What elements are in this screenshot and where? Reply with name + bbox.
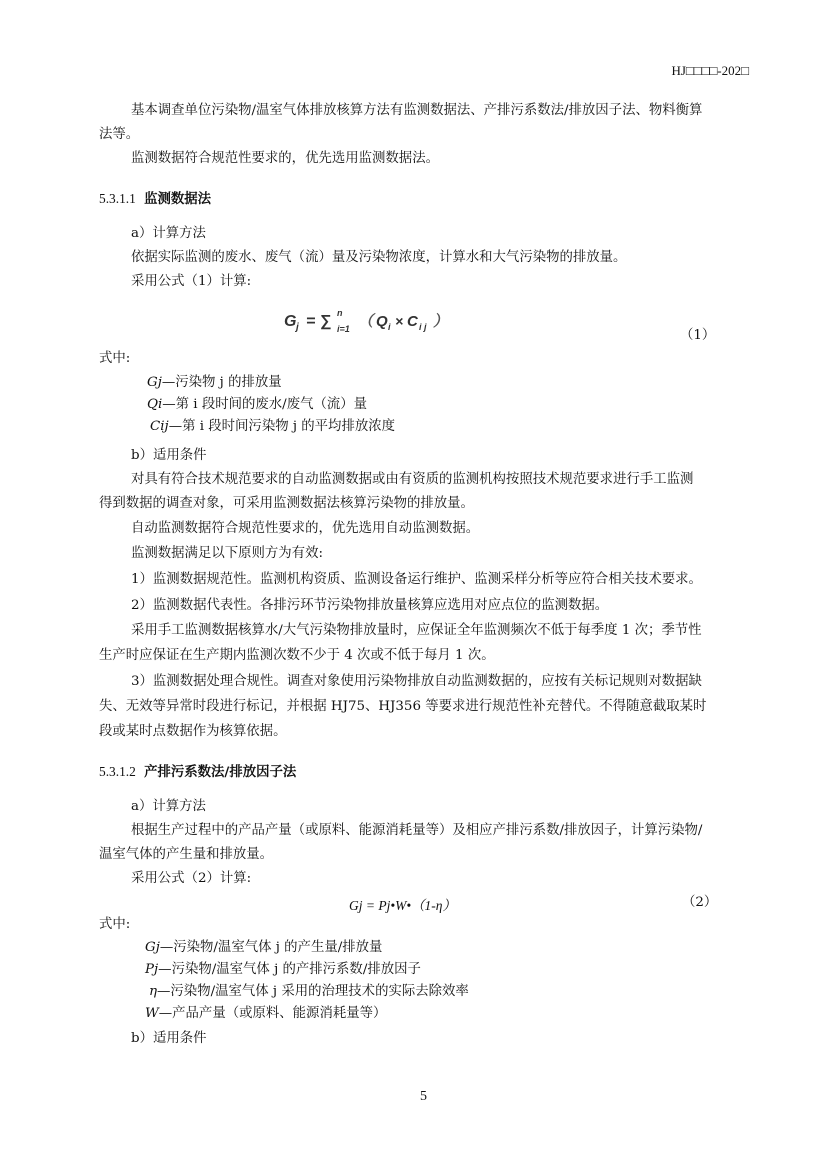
formula-1-graphic [284, 305, 454, 335]
rule-3-line: 3）监测数据处理合规性。调查对象使用污染物排放自动监测数据的，应按有关标记规则对数据缺 [131, 674, 702, 689]
paragraph-line: 得到数据的调查对象，可采用监测数据法核算污染物的排放量。 [99, 496, 474, 511]
where-label: 式中: [99, 351, 131, 366]
formula-1-number: （1） [680, 328, 716, 343]
intro-paragraph: 监测数据符合规范性要求的，优先选用监测数据法。 [131, 151, 439, 166]
svg-text:C: C [407, 313, 418, 330]
section-title: 监测数据法 [144, 191, 212, 207]
formula-intro: 采用公式（2）计算: [131, 871, 252, 886]
definition-var: Gj [145, 940, 160, 955]
rule-2: 2）监测数据代表性。各排污环节污染物排放量核算应选用对应点位的监测数据。 [131, 598, 609, 613]
definition-row [147, 374, 282, 392]
formula-2: Gj = Pj•W•（1-η） [349, 898, 456, 913]
definition-var: Cij [150, 419, 169, 434]
definition-text: —污染物/温室气体 j 的产生量/排放量 [159, 940, 383, 955]
definition-var: Pj [145, 962, 159, 977]
intro-paragraph-line: 基本调查单位污染物/温室气体排放核算方法有监测数据法、产排污系数法/排放因子法、物料衡算 [131, 103, 703, 118]
item-label-a: a）计算方法 [131, 226, 206, 241]
paragraph-line: 对具有符合技术规范要求的自动监测数据或由有资质的监测机构按照技术规范要求进行手工监测 [131, 472, 694, 487]
svg-text:Q: Q [376, 313, 388, 330]
svg-text:i: i [388, 322, 391, 332]
svg-text:（: （ [358, 313, 374, 330]
definition-text: —第 i 段时间污染物 j 的平均排放浓度 [168, 419, 396, 434]
definition-text: —污染物/温室气体 j 采用的治理技术的实际去除效率 [157, 984, 469, 999]
paragraph-line: 温室气体的产生量和排放量。 [99, 847, 274, 862]
document-code: HJ□□□□-202□ [671, 63, 749, 78]
section-title: 产排污系数法/排放因子法 [144, 764, 297, 780]
definition-var: Gj [147, 375, 162, 390]
item-label-b: b）适用条件 [131, 448, 207, 463]
item-label-a: a）计算方法 [131, 799, 206, 814]
svg-text:n: n [337, 308, 343, 318]
definition-text: —污染物 j 的排放量 [161, 375, 282, 390]
definition-row [150, 418, 395, 436]
definition-row [145, 1005, 386, 1023]
svg-text:×: × [395, 313, 404, 329]
definition-var: η [149, 984, 158, 999]
definition-row [145, 961, 421, 979]
definition-row [149, 983, 469, 1001]
definition-text: —污染物/温室气体 j 的产排污系数/排放因子 [158, 962, 421, 977]
section-number: 5.3.1.2 [99, 764, 136, 779]
paragraph: 监测数据满足以下原则方为有效: [131, 546, 323, 561]
section-heading-5-3-1-2 [99, 763, 296, 782]
svg-text:G: G [284, 313, 297, 330]
paragraph-line: 根据生产过程中的产品产量（或原料、能源消耗量等）及相应产排污系数/排放因子，计算污染物/ [131, 823, 703, 838]
formula-2-number: （2） [682, 895, 718, 910]
paragraph: 自动监测数据符合规范性要求的，优先选用自动监测数据。 [131, 521, 480, 536]
rule-3-line: 段或某时点数据作为核算依据。 [99, 724, 287, 739]
item-desc: 依据实际监测的废水、废气（流）量及污染物浓度，计算水和大气污染物的排放量。 [131, 250, 627, 265]
svg-text:i j: i j [419, 322, 427, 332]
definition-row [147, 396, 367, 414]
definition-var: W [145, 1006, 159, 1021]
page-number: 5 [420, 1089, 427, 1104]
svg-text:i=1: i=1 [337, 324, 350, 334]
svg-text:）: ） [433, 313, 449, 330]
paragraph-line: 生产时应保证在生产期内监测次数不少于 4 次或不低于每月 1 次。 [99, 648, 495, 663]
where-label: 式中: [99, 917, 131, 932]
definition-row [145, 939, 382, 957]
section-heading-5-3-1-1 [99, 190, 211, 209]
intro-paragraph-line: 法等。 [99, 127, 140, 142]
section-number: 5.3.1.1 [99, 191, 136, 206]
item-label-b: b）适用条件 [131, 1031, 207, 1046]
paragraph-line: 采用手工监测数据核算水/大气污染物排放量时，应保证全年监测频次不低于每季度 1 次；季节性 [131, 623, 702, 638]
definition-text: —第 i 段时间的废水/废气（流）量 [162, 397, 368, 412]
svg-text:j: j [296, 322, 299, 333]
formula-intro: 采用公式（1）计算: [131, 274, 252, 289]
svg-text:= ∑: = ∑ [306, 313, 332, 330]
formula-1 [284, 305, 454, 339]
rule-3-line: 失、无效等异常时段进行标记，并根据 HJ75、HJ356 等要求进行规范性补充替代。不得随意截取某时 [99, 699, 707, 714]
definition-text: —产品产量（或原料、能源消耗量等） [158, 1006, 387, 1021]
rule-1: 1）监测数据规范性。监测机构资质、监测设备运行维护、监测采样分析等应符合相关技术要求。 [131, 572, 702, 587]
definition-var: Qi [147, 397, 163, 412]
